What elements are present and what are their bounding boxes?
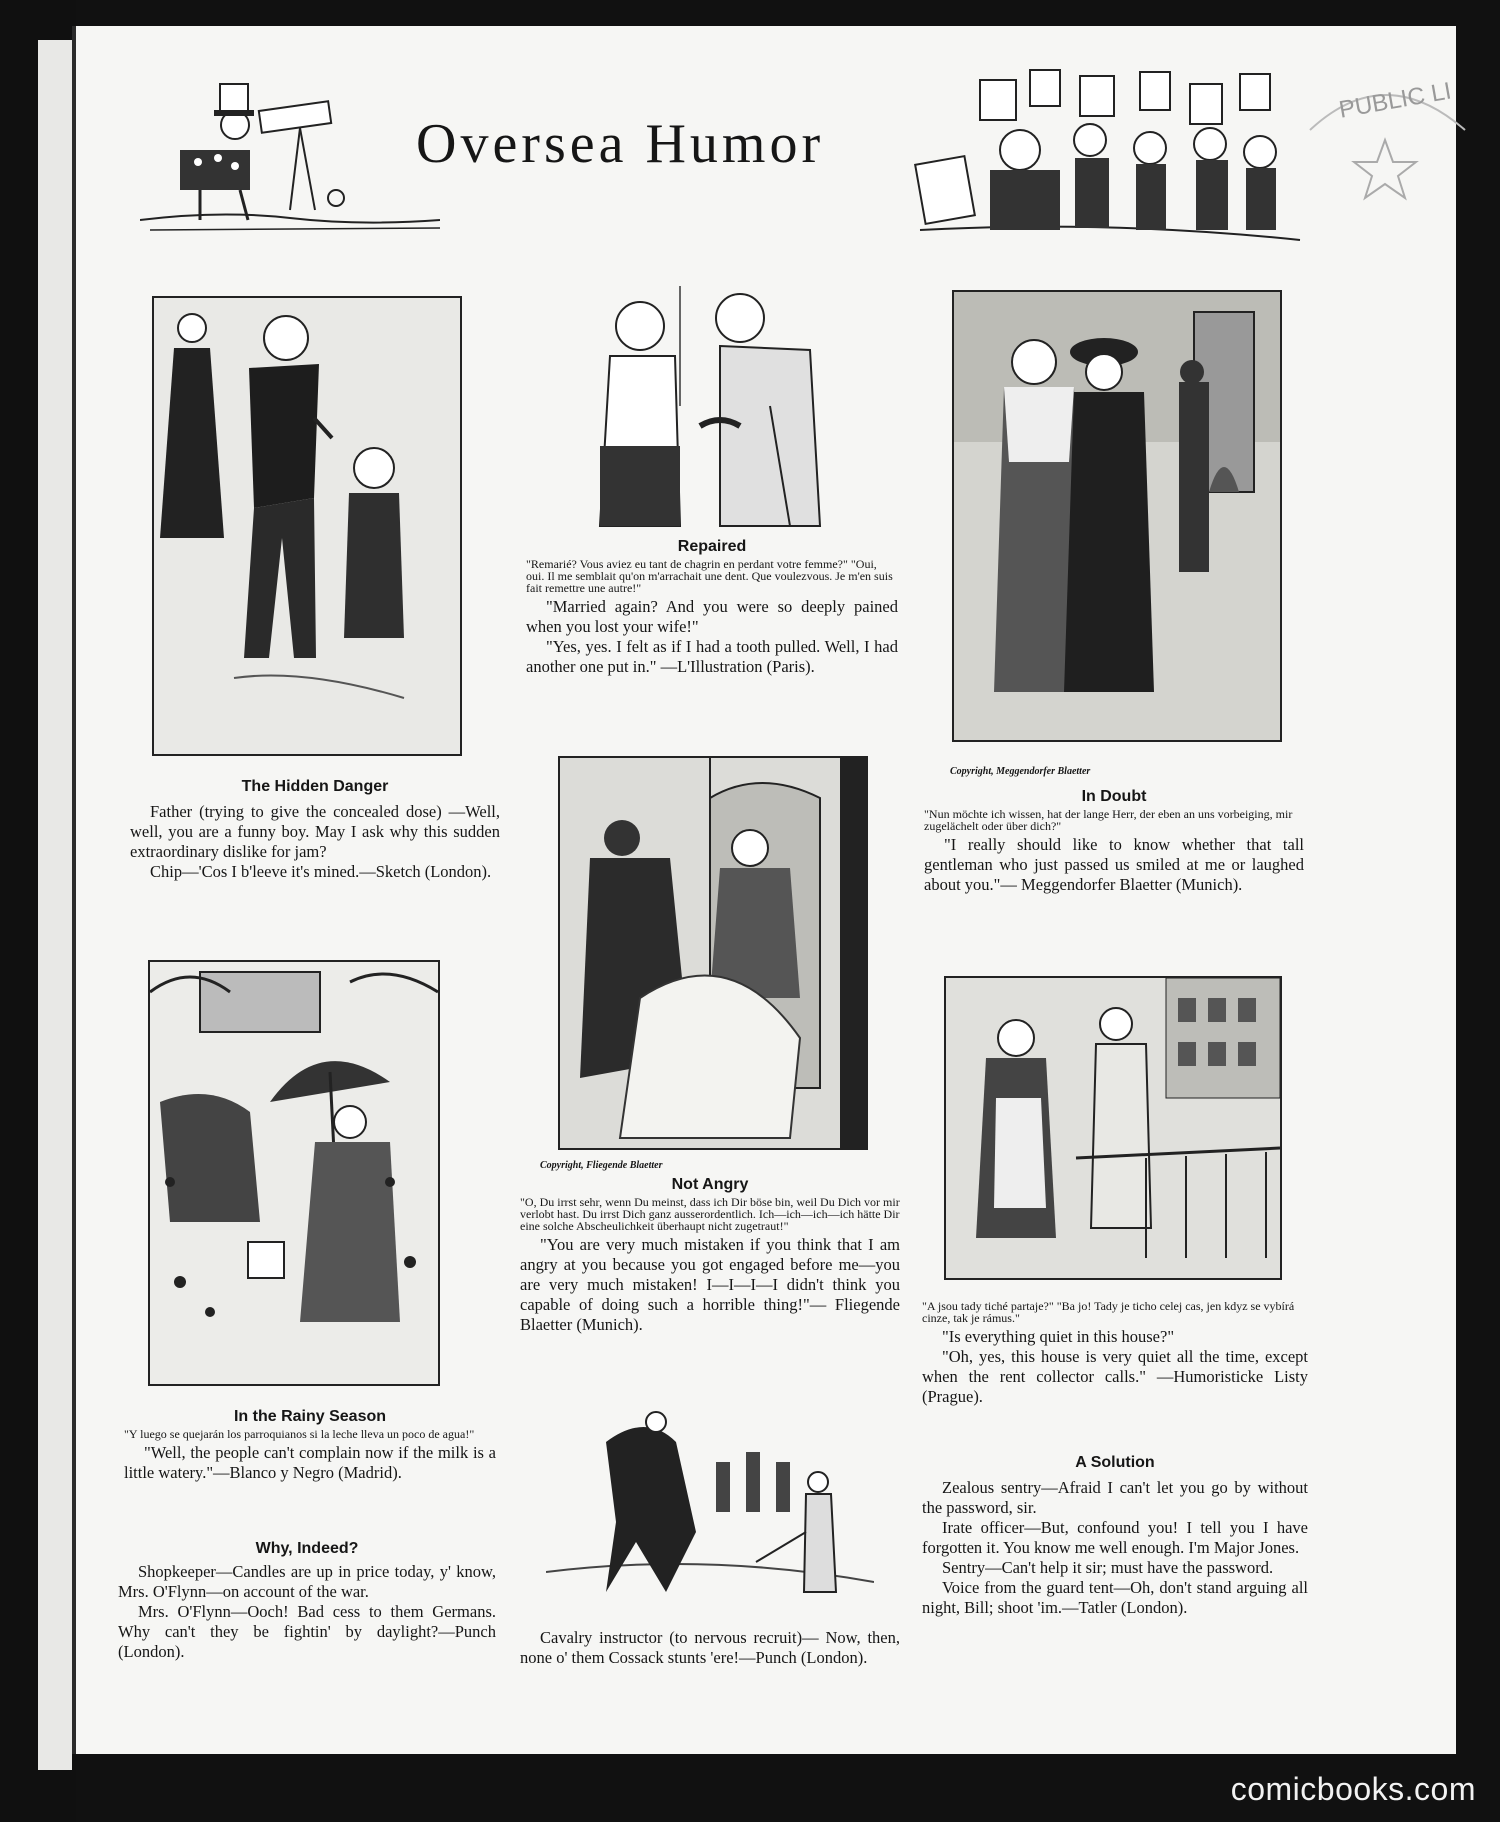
story-line: Cavalry instructor (to nervous recruit)— Now, then, none o' them Cossack stunts 'ere!—Punch (London). [520,1628,900,1667]
newsboys-crowd-illustration [910,60,1310,250]
site-watermark: comicbooks.com [1230,1771,1476,1807]
story-line: "Is everything quiet in this house?" [942,1327,1175,1346]
library-stamp [1300,70,1470,220]
story-title: A Solution [1075,1454,1155,1471]
cavalry-illustration [546,1402,874,1622]
original-language-caption: "Remarié? Vous aviez eu tant de chagrin en perdant votre femme?" "Oui, oui. Il me semblait qu'on m'arrachait une dent. Que voulezvous. Je m'en suis fait remettre une autre!" [526,557,893,595]
in-doubt-illustration [952,290,1282,742]
story-line: "Well, the people can't complain now if the milk is a little watery."—Blanco y Negro (Madrid). [124,1443,496,1482]
story-title: Not Angry [671,1176,749,1193]
credit-fliegende [540,1160,850,1171]
story-title: In the Rainy Season [233,1408,387,1425]
masthead-title: Oversea Humor [416,113,825,175]
story-line: Shopkeeper—Candles are up in price today, y' know, Mrs. O'Flynn—on account of the war. [118,1562,496,1601]
story-hidden-danger [130,778,500,882]
story-line: "Married again? And you were so deeply pained when you lost your wife!" [526,597,898,636]
story-title: In Doubt [1081,788,1147,805]
repaired-illustration [580,286,872,532]
illustration-credit: Copyright, Fliegende Blaetter [540,1160,663,1171]
story-line: Sentry—Can't help it sir; must have the password. [942,1558,1274,1577]
page-header [140,60,1300,250]
original-language-caption: "O, Du irrst sehr, wenn Du meinst, dass ich Dir böse bin, weil Du Dich vor mir verlobt hast. Du irrst Dich ganz ausserordentlich. Ich—ich—ich—ich hätte Dir eine solche Abscheulichkeit überhaupt nicht zugetraut!" [520,1195,900,1233]
original-language-caption: "Y luego se quejarán los parroquianos si la leche lleva un poco de agua!" [124,1427,475,1441]
story-line: Chip—'Cos I b'leeve it's mined.—Sketch (London). [150,862,492,881]
story-repaired [526,538,898,677]
story-line: Voice from the guard tent—Oh, don't stand arguing all night, Bill; shoot 'im.—Tatler (London). [922,1578,1308,1617]
story-rainy-season [124,1408,496,1483]
story-line: "You are very much mistaken if you think that I am angry at you because you got engaged before me—you are very much mistaken! I—I—I—I didn't think you capable of doing such a horrible thing!"— Fliegende Blaetter (Munich). [520,1235,900,1334]
illustration-credit: Copyright, Meggendorfer Blaetter [950,766,1091,777]
story-line: Mrs. O'Flynn—Ooch! Bad cess to them Germans. Why can't they be fightin' by daylight?—Punch (London). [118,1602,496,1661]
story-quiet-house [922,1298,1308,1407]
page-spine [72,26,76,1754]
story-line: "I really should like to know whether that tall gentleman who just passed us smiled at me or laughed about you."— Meggendorfer Blaetter (Munich). [924,835,1304,894]
story-not-angry [520,1176,900,1335]
quiet-house-illustration [944,976,1282,1280]
not-angry-illustration [558,756,868,1150]
original-language-caption: "A jsou tady tiché partaje?" "Ba jo! Tady je ticho celej cas, jen kdyz se vybírá cinze, tak je rámus." [922,1299,1295,1325]
stamp-text: PUBLIC LI [1337,77,1454,124]
story-title: The Hidden Danger [241,778,389,795]
story-line: Zealous sentry—Afraid I can't let you go by without the password, sir. [922,1478,1308,1517]
story-solution [922,1454,1308,1618]
story-title: Repaired [677,538,747,555]
story-in-doubt [924,788,1304,895]
story-line: "Yes, yes. I felt as if I had a tooth pulled. Well, I had another one put in." —L'Illustration (Paris). [526,637,898,676]
previous-page-edge [38,40,72,1770]
story-line: Irate officer—But, confound you! I tell you I have forgotten it. You know me well enough. I'm Major Jones. [922,1518,1308,1557]
story-why-indeed [118,1540,496,1662]
story-cavalry [520,1628,900,1668]
story-line: Father (trying to give the concealed dose) —Well, well, you are a funny boy. May I ask why this sudden extraordinary dislike for jam? [130,802,500,861]
story-line: "Oh, yes, this house is very quiet all the time, except when the rent collector calls." —Humoristicke Listy (Prague). [922,1347,1308,1406]
story-title: Why, Indeed? [255,1540,359,1557]
hidden-danger-illustration [152,296,462,756]
credit-meggendorfer [950,766,1280,777]
uncle-sam-telescope-illustration [140,70,440,248]
rainy-season-illustration [148,960,440,1386]
original-language-caption: "Nun möchte ich wissen, hat der lange Herr, der eben an uns vorbeiging, mir zugelächelt oder über dich?" [924,807,1293,833]
